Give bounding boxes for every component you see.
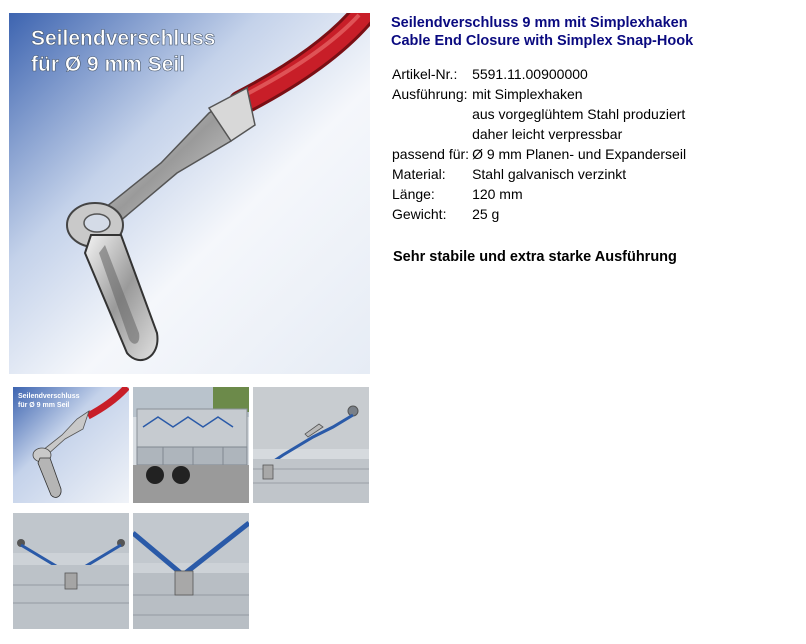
spec-key: Material: (392, 166, 446, 182)
product-highlight-note: Sehr stabile und extra starke Ausführung (393, 249, 677, 265)
spec-row (392, 124, 686, 144)
main-image-caption-line2: für Ø 9 mm Seil (31, 53, 186, 76)
spec-row (392, 144, 686, 164)
spec-row (392, 84, 686, 104)
spec-row (392, 204, 686, 224)
thumbnail-1-caption-line1: Seilendverschluss (18, 393, 80, 400)
spec-row (392, 64, 686, 84)
thumbnail-5[interactable] (133, 513, 249, 629)
spec-value: Ø 9 mm Planen- und Expanderseil (472, 146, 687, 162)
product-title-en: Cable End Closure with Simplex Snap-Hook (391, 33, 694, 49)
spec-value: aus vorgeglühtem Stahl produziert (472, 106, 686, 122)
spec-key: passend für: (392, 146, 470, 162)
spec-key: Artikel-Nr.: (392, 66, 458, 82)
spec-value: Stahl galvanisch verzinkt (472, 166, 627, 182)
spec-key (392, 124, 472, 144)
thumbnail-2[interactable] (133, 387, 249, 503)
thumbnail-1-caption-line2: für Ø 9 mm Seil (18, 402, 70, 409)
spec-key (392, 104, 472, 124)
main-product-image (9, 13, 370, 374)
product-title-block (391, 14, 693, 50)
spec-key: Ausführung: (392, 86, 468, 102)
spec-row (392, 164, 686, 184)
thumbnail-3[interactable] (253, 387, 369, 503)
spec-key: Länge: (392, 186, 435, 202)
spec-value: 25 g (472, 206, 500, 222)
thumbnail-4[interactable] (13, 513, 129, 629)
spec-row (392, 184, 686, 204)
spec-value: 120 mm (472, 186, 523, 202)
spec-value: mit Simplexhaken (472, 86, 583, 102)
product-specs-table (392, 64, 686, 224)
spec-value: 5591.11.00900000 (472, 66, 588, 82)
main-image-caption-line1: Seilendverschluss (31, 27, 216, 50)
spec-row (392, 104, 686, 124)
spec-key: Gewicht: (392, 206, 447, 222)
thumbnail-1[interactable] (13, 387, 129, 503)
product-title-de: Seilendverschluss 9 mm mit Simplexhaken (391, 15, 688, 31)
spec-value: daher leicht verpressbar (472, 126, 623, 142)
